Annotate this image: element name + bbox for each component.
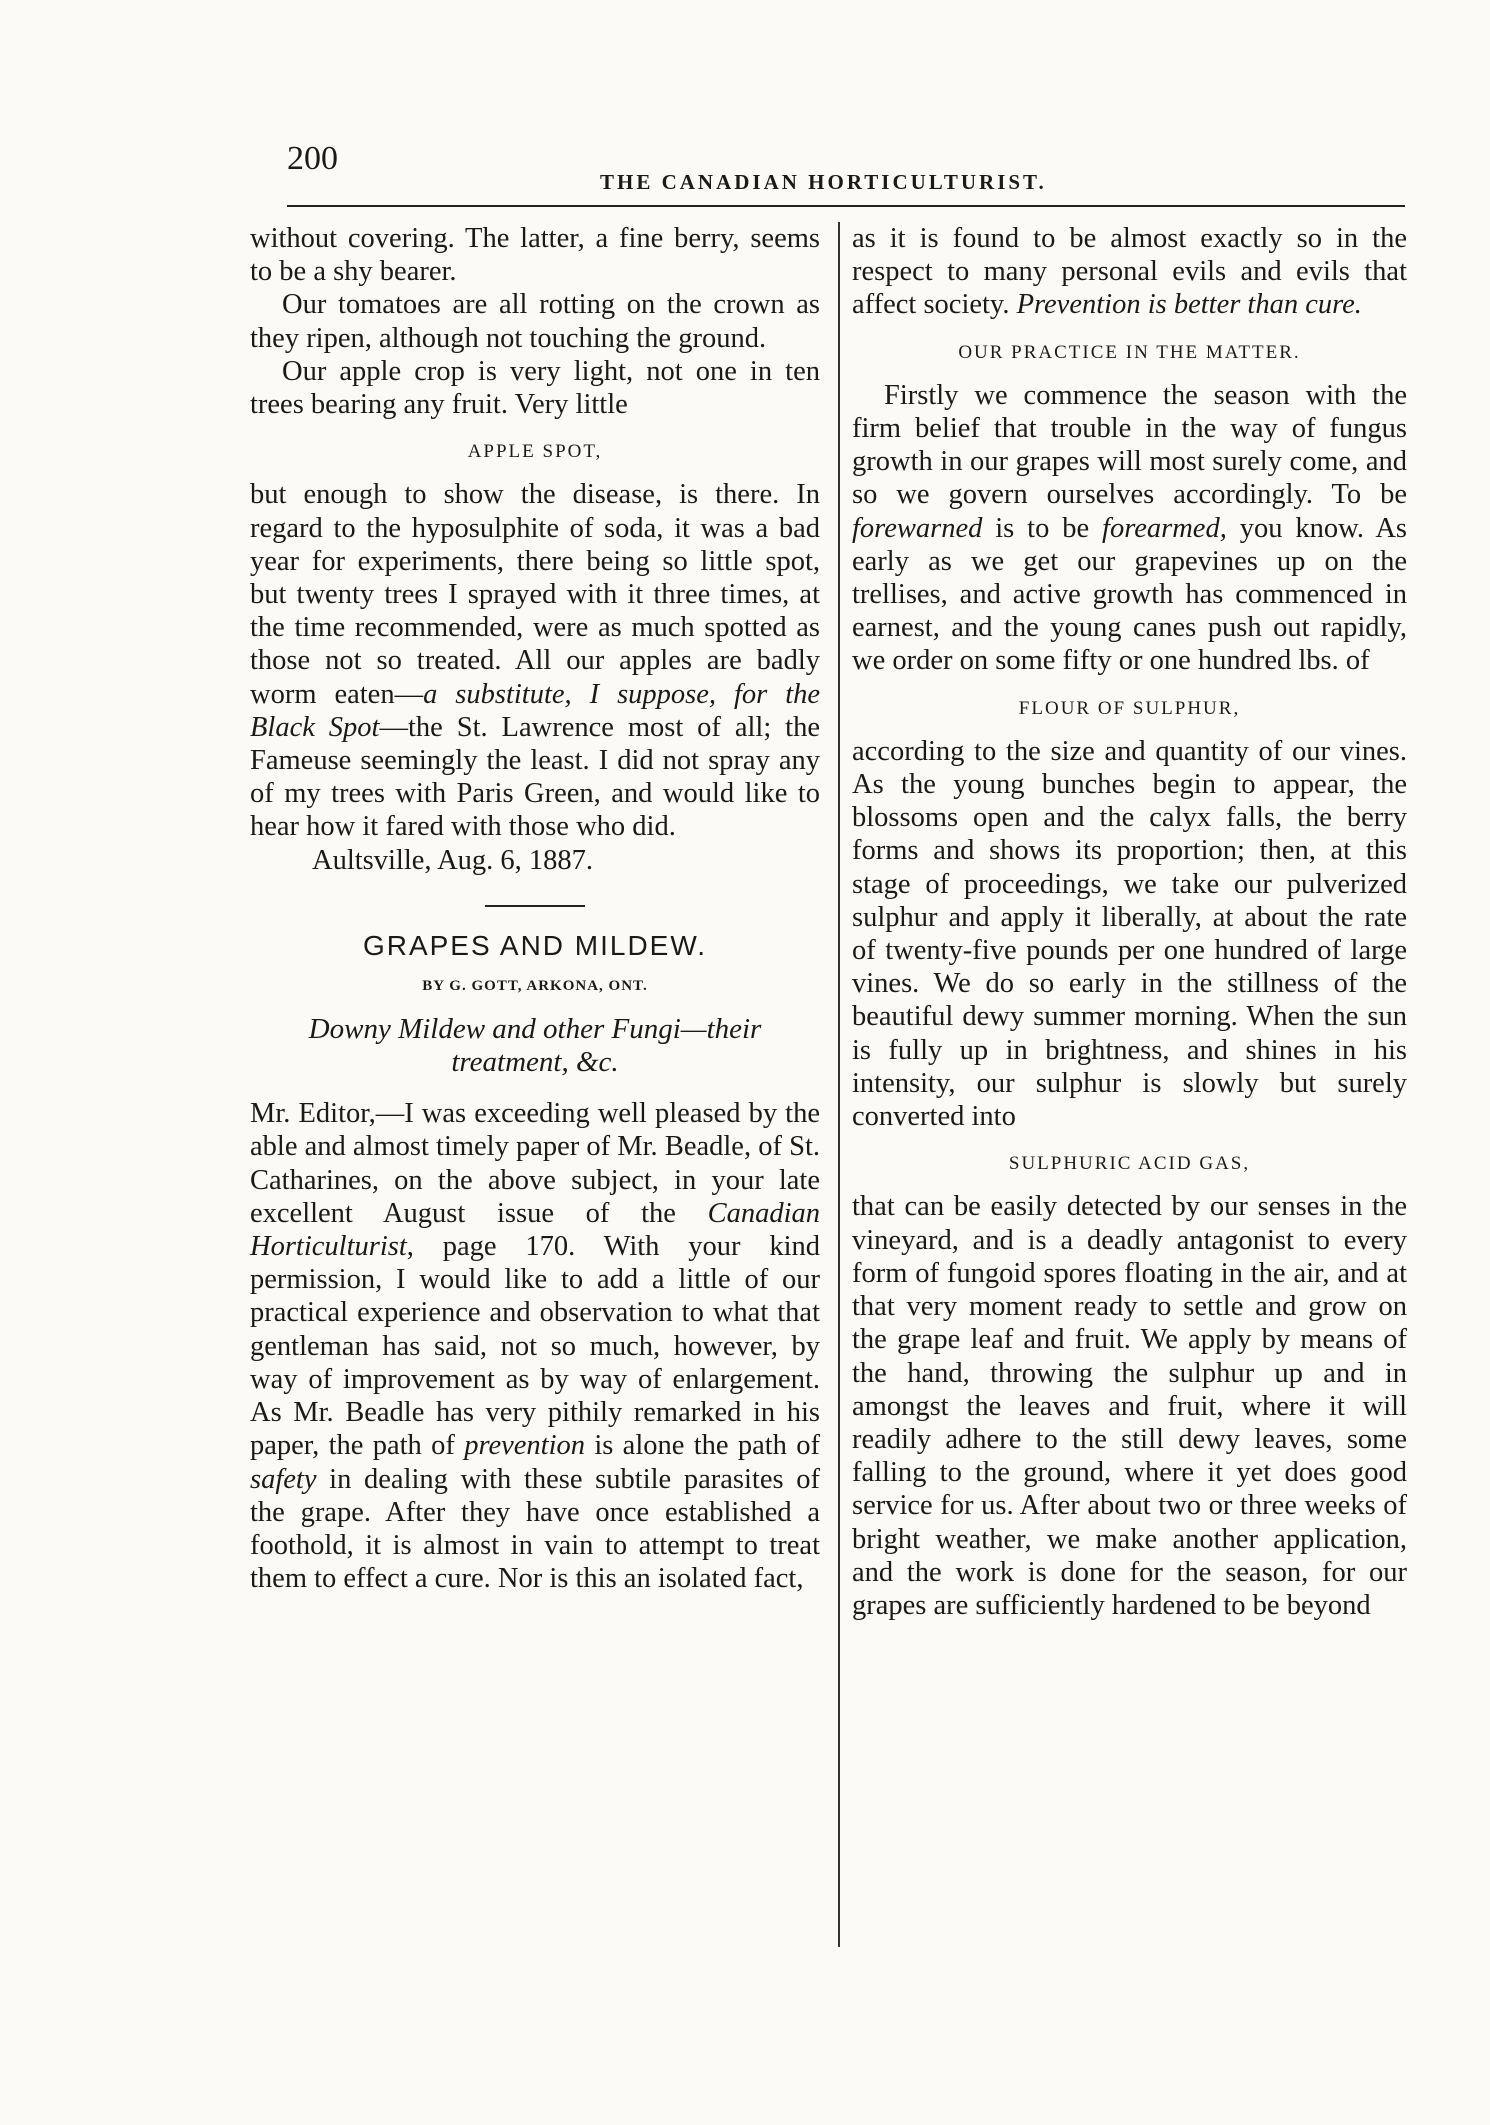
paragraph: Our apple crop is very light, not one in ten trees bearing any fruit. Very little xyxy=(250,355,820,421)
running-head: THE CANADIAN HORTICULTURIST. xyxy=(600,170,1047,194)
right-column xyxy=(852,222,1407,1622)
byline: BY G. GOTT, ARKONA, ONT. xyxy=(422,978,648,995)
article-subtitle: Downy Mildew and other Fungi—their treatment, &c. xyxy=(308,1013,762,1079)
article-separator xyxy=(485,905,585,907)
paragraph: Our tomatoes are all rotting on the crown as they ripen, although not touching the ground. xyxy=(250,289,820,354)
header-rule xyxy=(287,205,1405,207)
paragraph: as it is found to be almost exactly so in the respect to many personal evils and evils that affect society. Prevention is better than cure. xyxy=(852,223,1407,321)
paragraph: Mr. Editor,—I was exceeding well pleased by the able and almost timely paper of Mr. Beadle, of St. Catharines, on the above subject, in your late excellent August issue of the Canadian Horticulturist, page 170. With your kind permission, I would like to add a little of our practical experience and observation to what that gentleman has said, not so much, however, by way of improvement as by way of enlargement. As Mr. Beadle has very pithily remarked in his paper, the path of prevention is alone the path of safety in dealing with these subtile parasites of the grape. After they have once established a foothold, it is almost in vain to attempt to treat them to effect a cure. Nor is this an isolated fact, xyxy=(250,1098,820,1595)
paragraph: according to the size and quantity of our vines. As the young bunches begin to appear, the blossoms open and the calyx falls, the berry forms and shows its proportion; then, at this stage of proceedings, we take our pulverized sulphur and apply it liberally, at about the rate of twenty-five pounds per one hundred of large vines. We do so early in the stillness of the beautiful dewy summer morning. When the sun is fully up in brightness, and shines in his intensity, our sulphur is slowly but surely converted into xyxy=(852,735,1407,1133)
paragraph: without covering. The latter, a fine berry, seems to be a shy bearer. xyxy=(250,223,820,288)
section-heading-acid-gas: SULPHURIC ACID GAS, xyxy=(1008,1153,1251,1175)
paragraph: Firstly we commence the season with the firm belief that trouble in the way of fungus growth in our grapes will most surely come, and so we govern ourselves accordingly. To be forewarned is to be forearmed, you know. As early as we get our grapevines up on the trellises, and active growth has commenced in earnest, and the young canes push out rapidly, we order on some fifty or one hundred lbs. of xyxy=(852,379,1407,677)
section-heading-practice: OUR PRACTICE IN THE MATTER. xyxy=(958,341,1301,363)
paragraph: that can be easily detected by our senses in the vineyard, and is a deadly antagonist to every form of fungoid spores floating in the air, and at that very moment ready to settle and grow on the grape leaf and fruit. We apply by means of the hand, throwing the sulphur up and in amongst the leaves and fruit, where it will readily adhere to the still dewy leaves, some falling to the ground, where it yet does good service for us. After about two or three weeks of bright weather, we make another application, and the work is done for the season, for our grapes are sufficiently hardened to be beyond xyxy=(852,1191,1407,1621)
left-column xyxy=(250,222,820,1595)
section-heading-apple-spot: APPLE SPOT, xyxy=(467,441,603,463)
paragraph: but enough to show the disease, is there. In regard to the hyposulphite of soda, it was a bad year for experiments, there being so little spot, but twenty trees I sprayed with it three times, at the time recommended, were as much spotted as those not so treated. All our apples are badly worm eaten—a substitute, I suppose, for the Black Spot—the St. Lawrence most of all; the Fameuse seemingly the least. I did not spray any of my trees with Paris Green, and would like to hear how it fared with those who did. xyxy=(250,479,821,843)
page-number: 200 xyxy=(287,140,338,177)
section-heading-sulphur: FLOUR OF SULPHUR, xyxy=(1018,697,1241,719)
signoff-date: Aultsville, Aug. 6, 1887. xyxy=(312,844,594,876)
column-divider xyxy=(838,222,840,1947)
article-title: GRAPES AND MILDEW. xyxy=(362,929,708,961)
